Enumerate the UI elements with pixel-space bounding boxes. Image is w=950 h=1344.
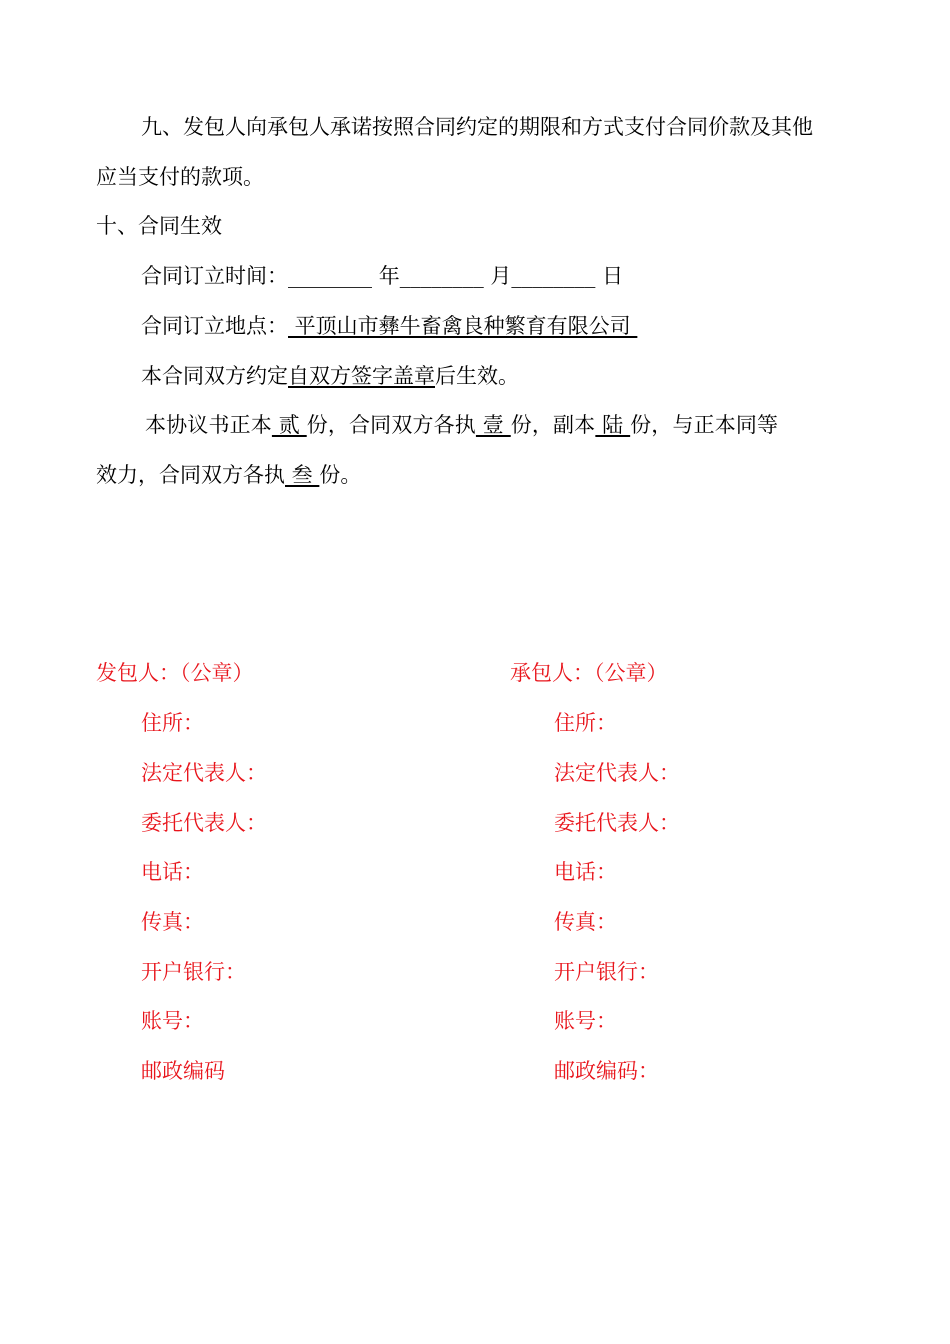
copies-line-1 [145,412,778,438]
month-blank: ________ [399,264,484,288]
original-each-count: 壹 [475,413,511,437]
effective-prefix: 本合同双方约定 [141,364,288,388]
contractor-phone-label: 电话： [554,860,617,884]
employer-phone-label: 电话： [141,860,204,884]
copies-text-1: 本协议书正本 [145,413,272,437]
contractor-account-label: 账号： [554,1009,617,1033]
year-label: 年 [378,264,400,288]
year-blank: ________ [288,264,372,288]
employer-account-label: 账号： [141,1009,204,1033]
signing-date-line [141,263,623,289]
clause-9-line-2: 应当支付的款项。 [96,165,264,189]
copies-text-4: 份，与正本同等 [630,413,779,437]
copies-line-2 [96,462,361,488]
duplicate-copies-count: 陆 [595,413,631,437]
signing-place-label: 合同订立地点： [141,314,288,338]
employer-bank-label: 开户银行： [141,960,246,984]
duplicate-each-count: 叁 [285,463,320,487]
contractor-bank-label: 开户银行： [554,960,659,984]
employer-postcode-label: 邮政编码 [141,1059,225,1083]
contractor-address-label: 住所： [554,711,617,735]
clause-9-line-1: 九、发包人向承包人承诺按照合同约定的期限和方式支付合同价款及其他 [141,115,813,139]
signing-place-line [141,313,637,339]
clause-10-heading: 十、合同生效 [96,214,222,238]
employer-title: 发包人：（公章） [96,661,254,685]
copies-text-6: 份。 [319,463,362,487]
original-copies-count: 贰 [271,413,307,437]
copies-text-2: 份，合同双方各执 [306,413,476,437]
contractor-postcode-label: 邮政编码： [554,1059,659,1083]
employer-agent-label: 委托代表人： [141,811,267,835]
copies-text-3: 份，副本 [510,413,596,437]
day-blank: ________ [511,264,596,288]
copies-text-5: 效力，合同双方各执 [96,463,285,487]
employer-legal-rep-label: 法定代表人： [141,761,267,785]
effective-clause [141,363,519,389]
month-label: 月 [490,264,512,288]
contractor-agent-label: 委托代表人： [554,811,680,835]
effective-condition: 自双方签字盖章 [288,364,435,388]
contractor-fax-label: 传真： [554,910,617,934]
effective-suffix: 后生效。 [435,364,519,388]
contractor-title: 承包人：（公章） [510,661,668,685]
signing-place-value: 平顶山市彝牛畜禽良种繁育有限公司 [288,314,638,338]
employer-address-label: 住所： [141,711,204,735]
signing-date-label: 合同订立时间： [141,264,288,288]
day-label: 日 [602,264,624,288]
contractor-legal-rep-label: 法定代表人： [554,761,680,785]
employer-fax-label: 传真： [141,910,204,934]
